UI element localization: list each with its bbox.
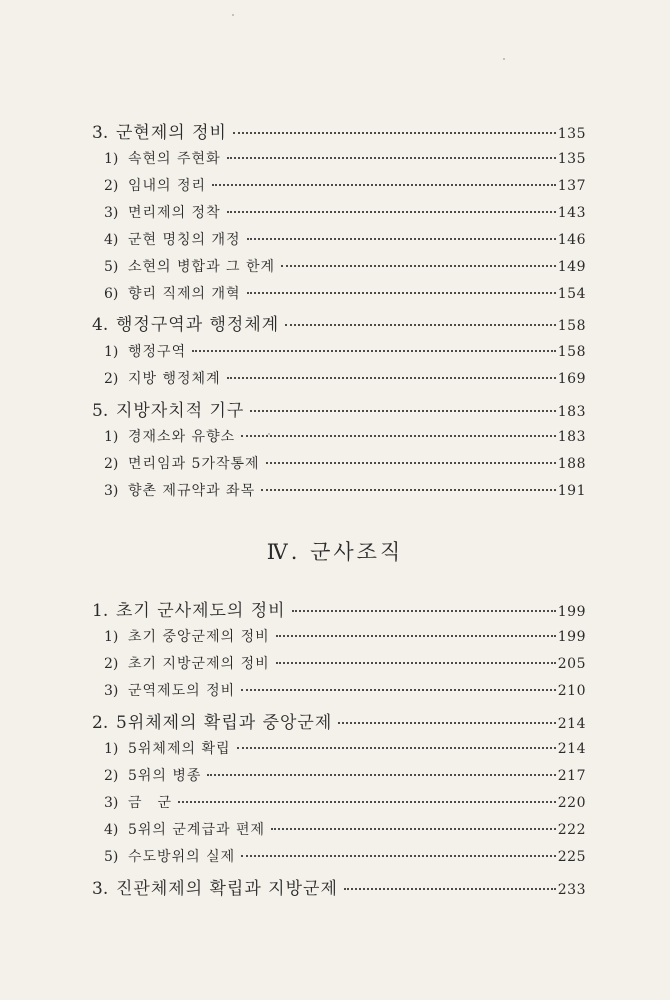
entry-page-number: 143 (557, 205, 586, 221)
entry-page-number: 233 (557, 882, 586, 898)
entry-page-number: 169 (557, 371, 586, 387)
entry-number: 2) (104, 178, 119, 194)
entry-number: 2) (104, 371, 119, 387)
entry-title: 향촌 제규약과 좌목 (128, 483, 256, 499)
toc-entry[interactable] (104, 202, 586, 222)
entry-number: 1) (104, 151, 119, 167)
entry-number: 1) (104, 629, 119, 645)
entry-page-number: 217 (557, 768, 586, 784)
entry-number: 1. (92, 601, 109, 621)
entry-number: 3) (104, 795, 119, 811)
toc-entry[interactable] (104, 368, 586, 388)
toc-entry[interactable] (92, 708, 586, 733)
dot-leader (292, 610, 556, 612)
paper-speck (268, 433, 270, 435)
entry-number: 2) (104, 456, 119, 472)
entry-title: 속현의 주현화 (128, 151, 221, 167)
dot-leader (233, 132, 556, 134)
toc-entry[interactable] (104, 426, 586, 446)
entry-number: 6) (104, 286, 119, 302)
toc-entry[interactable] (104, 680, 586, 700)
dot-leader (207, 774, 555, 776)
toc-entry[interactable] (92, 874, 586, 899)
entry-page-number: 199 (557, 604, 586, 620)
section-heading: Ⅳ. 군사조직 (266, 540, 404, 564)
toc-entry[interactable] (104, 792, 586, 812)
toc-entry[interactable] (104, 846, 586, 866)
entry-page-number: 146 (557, 232, 586, 248)
entry-page-number: 210 (557, 683, 586, 699)
entry-title: 5위체제의 확립 (128, 741, 231, 757)
entry-title: 행정구역과 행정체계 (116, 315, 280, 335)
entry-page-number: 205 (557, 656, 586, 672)
dot-leader (271, 828, 556, 830)
entry-page-number: 199 (557, 629, 586, 645)
entry-page-number: 149 (557, 259, 586, 275)
entry-page-number: 183 (557, 404, 586, 420)
entry-title: 경재소와 유향소 (128, 429, 236, 445)
dot-leader (227, 377, 556, 379)
entry-number: 3. (92, 879, 109, 899)
entry-title: 초기 지방군제의 정비 (128, 656, 270, 672)
entry-page-number: 158 (557, 344, 586, 360)
toc-entry[interactable] (92, 310, 586, 335)
dot-leader (338, 722, 556, 724)
entry-title: 면리제의 정착 (128, 205, 221, 221)
dot-leader (281, 265, 556, 267)
entry-page-number: 191 (557, 483, 586, 499)
toc-entry[interactable] (92, 596, 586, 621)
entry-title: 5위체제의 확립과 중앙군제 (116, 713, 333, 733)
entry-title: 군현제의 정비 (116, 123, 227, 143)
entry-number: 3) (104, 205, 119, 221)
dot-leader (247, 238, 556, 240)
entry-page-number: 220 (557, 795, 586, 811)
entry-title: 면리임과 5가작통제 (128, 456, 260, 472)
entry-title: 초기 군사제도의 정비 (116, 601, 286, 621)
entry-title: 지방 행정체계 (128, 371, 221, 387)
entry-page-number: 225 (557, 849, 586, 865)
entry-title: 진관체제의 확립과 지방군제 (116, 879, 338, 899)
dot-leader (178, 801, 556, 803)
dot-leader (227, 157, 556, 159)
entry-number: 4. (92, 315, 109, 335)
entry-title: 지방자치적 기구 (116, 401, 245, 421)
entry-number: 5. (92, 401, 109, 421)
entry-title: 임내의 정리 (128, 178, 207, 194)
entry-number: 4) (104, 232, 119, 248)
dot-leader (192, 350, 556, 352)
entry-page-number: 183 (557, 429, 586, 445)
dot-leader (241, 435, 556, 437)
entry-title: 수도방위의 실제 (128, 849, 236, 865)
dot-leader (212, 184, 556, 186)
toc-entry[interactable] (104, 765, 586, 785)
dot-leader (227, 211, 556, 213)
toc-entry[interactable] (104, 229, 586, 249)
toc-entry[interactable] (104, 341, 586, 361)
toc-entry[interactable] (92, 118, 586, 143)
entry-number: 2) (104, 768, 119, 784)
toc-entry[interactable] (104, 653, 586, 673)
toc-entry[interactable] (104, 148, 586, 168)
dot-leader (276, 662, 556, 664)
entry-page-number: 222 (557, 822, 586, 838)
toc-entry[interactable] (92, 396, 586, 421)
entry-number: 4) (104, 822, 119, 838)
entry-page-number: 137 (557, 178, 586, 194)
toc-entry[interactable] (104, 626, 586, 646)
toc-entry[interactable] (104, 453, 586, 473)
dot-leader (266, 462, 556, 464)
entry-page-number: 188 (557, 456, 586, 472)
entry-page-number: 214 (557, 716, 586, 732)
entry-number: 1) (104, 741, 119, 757)
paper-speck (232, 14, 234, 16)
dot-leader (344, 888, 556, 890)
toc-entry[interactable] (104, 480, 586, 500)
entry-title: 금 군 (128, 795, 173, 811)
toc-entry[interactable] (104, 819, 586, 839)
entry-title: 행정구역 (128, 344, 187, 360)
dot-leader (261, 489, 556, 491)
entry-title: 초기 중앙군제의 정비 (128, 629, 270, 645)
dot-leader (285, 324, 556, 326)
toc-entry[interactable] (104, 175, 586, 195)
dot-leader (241, 855, 556, 857)
dot-leader (241, 689, 556, 691)
dot-leader (250, 410, 555, 412)
entry-page-number: 135 (557, 151, 586, 167)
toc-entry[interactable] (104, 738, 586, 758)
paper-speck (503, 58, 505, 60)
entry-number: 3) (104, 683, 119, 699)
entry-number: 1) (104, 429, 119, 445)
entry-number: 5) (104, 849, 119, 865)
toc-entry[interactable] (104, 256, 586, 276)
dot-leader (237, 747, 556, 749)
entry-number: 5) (104, 259, 119, 275)
entry-title: 군역제도의 정비 (128, 683, 236, 699)
entry-number: 1) (104, 344, 119, 360)
entry-title: 5위의 병종 (128, 768, 202, 784)
entry-title: 향리 직제의 개혁 (128, 286, 241, 302)
entry-page-number: 154 (557, 286, 586, 302)
entry-number: 2) (104, 656, 119, 672)
toc-entry[interactable] (104, 283, 586, 303)
entry-number: 2. (92, 713, 109, 733)
entry-title: 5위의 군계급과 편제 (128, 822, 265, 838)
entry-page-number: 214 (557, 741, 586, 757)
dot-leader (276, 635, 556, 637)
entry-number: 3) (104, 483, 119, 499)
entry-page-number: 135 (557, 126, 586, 142)
entry-page-number: 158 (557, 318, 586, 334)
dot-leader (247, 292, 556, 294)
entry-number: 3. (92, 123, 109, 143)
entry-title: 소현의 병합과 그 한계 (128, 259, 276, 275)
entry-title: 군현 명칭의 개정 (128, 232, 241, 248)
